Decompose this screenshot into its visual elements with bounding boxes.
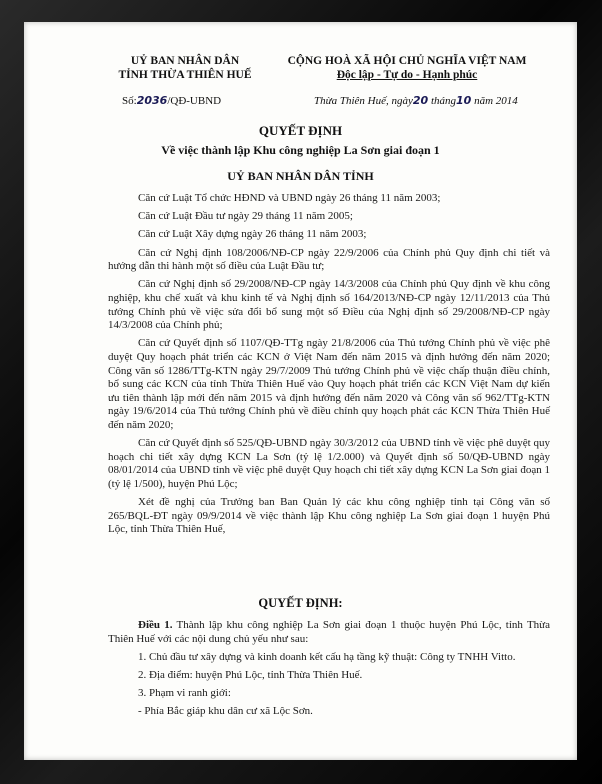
handwritten-month: 10	[456, 94, 472, 107]
document-number: Số:2036/QĐ-UBND	[122, 94, 222, 107]
org-line-1: UỶ BAN NHÂN DÂN	[130, 55, 240, 67]
article-item: 2. Địa điểm: huyện Phú Lộc, tỉnh Thừa Thiên Huế.	[138, 668, 363, 681]
preamble-item: Xét đề nghị của Trưởng ban Ban Quản lý các khu công nghiệp tỉnh tại Công văn số 265/BQL-ĐT ngày 09/9/2014 về việc thành lập Khu công nghiệp La Sơn giai đoạn 1 huyện Phú Lộc, tỉnh Thừa Thiên Huế,	[108, 496, 550, 536]
nation-name: CỘNG HOÀ XÃ HỘI CHỦ NGHĨA VIỆT NAM	[287, 55, 527, 67]
handwritten-day: 20	[412, 94, 429, 107]
document-subject: Về việc thành lập Khu công nghiệp La Sơn giai đoạn 1	[161, 143, 440, 157]
issue-date: Thừa Thiên Huế, ngày20 tháng10 năm 2014	[314, 94, 518, 107]
document-page	[24, 22, 577, 760]
document-title: QUYẾT ĐỊNH	[258, 123, 343, 138]
preamble-item: Căn cứ Quyết định số 1107/QĐ-TTg ngày 21/8/2006 của Thủ tướng Chính phủ về việc phê duyệt Quy hoạch phát triển các KCN ở Việt Nam đến năm 2015 và định hướng đến năm 2020; Công văn số 1286/TTg-KTN ngày 29/7/2009 Thủ tướng Chính phủ về việc chấp thuận điều chỉnh, bổ sung các KCN của tỉnh Thừa Thiên Huế vào Quy hoạch phát triển các KCN Việt Nam dự kiến ưu tiên thành lập mới đến năm 2015 và định hướng đến năm 2020 và Công văn số 962/TTg-KTN ngày 19/6/2014 của Thủ tướng Chính phủ về điều chỉnh quy hoạch phát các KCN Thừa Thiên Huế đến năm 2020;	[108, 337, 550, 431]
article-item: 1. Chủ đầu tư xây dựng và kinh doanh kết cấu hạ tầng kỹ thuật: Công ty TNHH Vitto.	[138, 650, 516, 663]
handwritten-number: 2036	[136, 94, 168, 107]
org-line-2: TỈNH THỪA THIÊN HUẾ	[118, 69, 252, 81]
preamble-item: Căn cứ Luật Xây dựng ngày 26 tháng 11 năm 2003;	[138, 228, 367, 241]
article-label: Điều 1.	[138, 619, 173, 631]
article-item: 3. Phạm vi ranh giới:	[138, 687, 231, 700]
article-item: - Phía Bắc giáp khu dân cư xã Lộc Sơn.	[138, 705, 313, 718]
preamble-item: Căn cứ Nghị định 108/2006/NĐ-CP ngày 22/9/2006 của Chính phủ Quy định chi tiết và hướng dẫn thi hành một số điều của Luật Đầu tư;	[108, 246, 550, 273]
preamble-item: Căn cứ Luật Tổ chức HĐND và UBND ngày 26 tháng 11 năm 2003;	[138, 192, 441, 204]
decision-heading: QUYẾT ĐỊNH:	[258, 596, 343, 610]
motto: Độc lập - Tự do - Hạnh phúc	[336, 69, 478, 81]
article-1	[108, 619, 550, 719]
preamble-item: Căn cứ Luật Đầu tư ngày 29 tháng 11 năm 2005;	[138, 210, 353, 223]
national-title	[252, 54, 562, 82]
article-text: Thành lập khu công nghiệp La Sơn giai đoạn 1 thuộc huyện Phú Lộc, tỉnh Thừa Thiên Huế với các nội dung chủ yếu như sau:	[108, 619, 551, 645]
preamble-item: Căn cứ Quyết định số 525/QĐ-UBND ngày 30/3/2012 của UBND tỉnh về việc phê duyệt quy hoạch chi tiết xây dựng KCN La Sơn (tỷ lệ 1/2.000) và Quyết định số 50/QĐ-UBND ngày 08/01/2014 của UBND tỉnh về việc phê duyệt Quy hoạch chi tiết xây dựng KCN La Sơn giai đoạn 1 (tỷ lệ 1/500), huyện Phú Lộc;	[108, 437, 550, 490]
preamble	[108, 192, 550, 537]
authority-heading: UỶ BAN NHÂN DÂN TỈNH	[227, 169, 374, 183]
preamble-item: Căn cứ Nghị định số 29/2008/NĐ-CP ngày 14/3/2008 của Chính phủ Quy định về khu công nghiệp, khu chế xuất và khu kinh tế và Nghị định số 164/2013/NĐ-CP ngày 12/11/2013 của Thủ tướng Chính phủ về việc sửa đổi bổ sung một số Điều của Nghị định số 29/2008/NĐ-CP ngày 14/3/2008 của Chính phủ;	[108, 278, 550, 332]
